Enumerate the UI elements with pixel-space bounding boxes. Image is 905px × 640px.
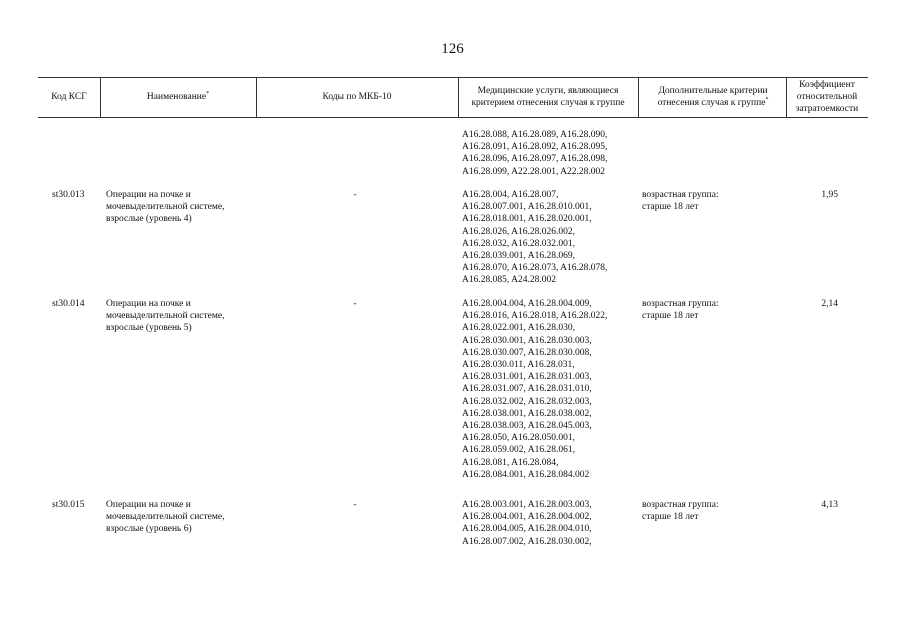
row-services: A16.28.004, A16.28.007, A16.28.007.001, A16.28.010.001, A16.28.018.001, A16.28.020.001, A16.28.026, A16.28.026.002, A16.28.032, A16.28.032.001, A16.28.039.001, A16.28.069, A16.28.070, A16.28.073, A16.28.078, A16.28.085, A24.28.002 [462,190,608,286]
row-code: st30.013 [52,190,85,200]
row-extra: возрастная группа: старше 18 лет [642,299,719,322]
header-name [100,77,256,117]
row-coef: 1,95 [821,190,838,200]
continuation-services: A16.28.088, A16.28.089, A16.28.090, A16.28.091, A16.28.092, A16.28.095, A16.28.096, A16.28.097, A16.28.098, A16.28.099, A22.28.001, A22.28.002 [462,130,608,177]
row-name: Операции на почке и мочевыделительной системе, взрослые (уровень 4) [106,190,225,225]
header-name-label [147,91,209,103]
row-services: A16.28.004.004, A16.28.004.009, A16.28.016, A16.28.018, A16.28.022, A16.28.022.001, A16.28.030, A16.28.030.001, A16.28.030.003, A16.28.030.007, A16.28.030.008, A16.28.030.011, A16.28.031, A16.28.031.001, A16.28.031.003, A16.28.031.007, A16.28.031.010, A16.28.032.002, A16.28.032.003, A16.28.038.001, A16.28.038.002, A16.28.038.003, A16.28.045.003, A16.28.050, A16.28.050.001, A16.28.059.002, A16.28.061, A16.28.081, A16.28.084, A16.28.084.001, A16.28.084.002 [462,299,608,480]
header-name-text: Наименование [146,92,207,102]
header-coef-label: Коэффициент относительной затратоемкости [795,80,859,114]
row-mkb: - [353,299,357,309]
row-coef: 4,13 [821,500,838,510]
page-number: 126 [441,41,464,57]
header-code-label: Код КСГ [51,92,87,102]
row-mkb: - [353,500,357,510]
header-code [38,77,100,117]
row-extra: возрастная группа: старше 18 лет [642,190,719,213]
header-services-label: Медицинские услуги, являющиеся критерием отнесения случая к группе [471,86,625,108]
header-mkb-label: Коды по МКБ-10 [322,92,392,102]
row-mkb: - [353,190,357,200]
row-code: st30.014 [52,299,85,309]
header-bottom-rule [38,117,868,118]
row-extra: возрастная группа: старше 18 лет [642,500,719,523]
footnote-mark: * [206,90,210,97]
row-code: st30.015 [52,500,85,510]
row-coef: 2,14 [821,299,838,309]
header-extra [642,77,784,117]
row-name: Операции на почке и мочевыделительной системе, взрослые (уровень 6) [106,500,225,535]
row-services: A16.28.003.001, A16.28.003.003, A16.28.004.001, A16.28.004.002, A16.28.004.005, A16.28.004.010, A16.28.007.002, A16.28.030.002, [462,500,592,547]
footnote-mark: * [765,96,769,103]
header-extra-text: Дополнительные критерии отнесения случая к группе [657,86,768,108]
header-services [466,77,630,117]
column-divider [458,77,459,117]
row-name: Операции на почке и мочевыделительной системе, взрослые (уровень 5) [106,299,225,334]
header-mkb [256,77,458,117]
header-extra-label [642,85,784,109]
column-divider [638,77,639,117]
header-coef [786,77,868,117]
